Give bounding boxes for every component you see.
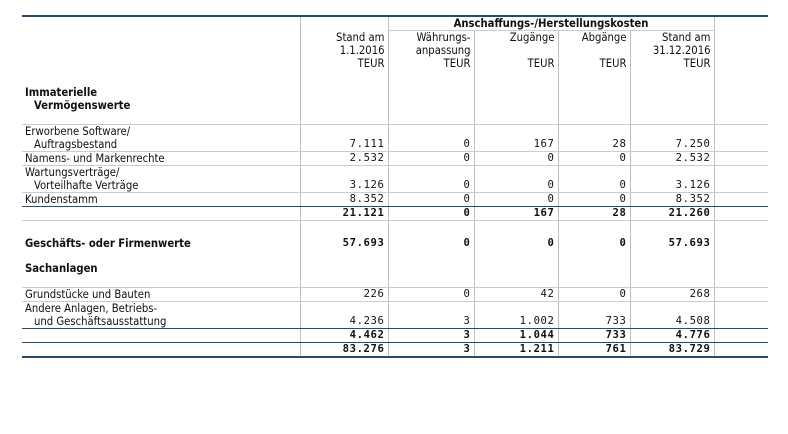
goodwill-row: Geschäfts- oder Firmenwerte 57.693 0 0 0 57.693 — [22, 221, 768, 251]
row-label: Erworbene Software/ Auftragsbestand — [22, 125, 300, 152]
section-intangible: Immaterielle Vermögenswerte — [25, 86, 131, 112]
row-label: Wartungsverträge/ Vorteilhafte Verträge — [22, 166, 300, 193]
group-title: Anschaffungs-/Herstellungskosten — [388, 16, 714, 31]
col-header-disposals: Abgänge TEUR — [558, 31, 630, 71]
section-goodwill: Geschäfts- oder Firmenwerte — [25, 237, 191, 250]
table-row: Kundenstamm 8.352 0 0 0 8.352 — [22, 193, 768, 207]
column-header-row — [22, 31, 768, 71]
row-label: Grundstücke und Bauten — [22, 288, 300, 302]
col-header-closing: Stand am 31.12.2016 TEUR — [630, 31, 714, 71]
subtotal-row: 4.462 3 1.044 733 4.776 — [22, 329, 768, 343]
table-row: Wartungsverträge/ Vorteilhafte Verträge 3.126 0 0 0 3.126 — [22, 166, 768, 193]
section-row — [22, 250, 768, 275]
section-row — [22, 70, 768, 112]
row-label: Namens- und Markenrechte — [22, 152, 300, 166]
table-row: Andere Anlagen, Betriebs- und Geschäftsausstattung 4.236 3 1.002 733 4.508 — [22, 302, 768, 329]
table-row: Namens- und Markenrechte 2.532 0 0 0 2.532 — [22, 152, 768, 166]
row-label: Kundenstamm — [22, 193, 300, 207]
table-row: Erworbene Software/ Auftragsbestand 7.111 0 167 28 7.250 — [22, 125, 768, 152]
asset-table — [22, 15, 768, 358]
subtotal-row: 21.121 0 167 28 21.260 — [22, 207, 768, 221]
grand-total-row: 83.276 3 1.211 761 83.729 — [22, 343, 768, 358]
row-label: Andere Anlagen, Betriebs- und Geschäftsausstattung — [22, 302, 300, 329]
section-tangible: Sachanlagen — [25, 262, 98, 275]
asset-schedule — [22, 15, 768, 358]
col-header-fx: Währungs- anpassung TEUR — [388, 31, 474, 71]
col-header-additions: Zugänge TEUR — [474, 31, 558, 71]
table-row: Grundstücke und Bauten 226 0 42 0 268 — [22, 288, 768, 302]
col-header-opening: Stand am 1.1.2016 TEUR — [300, 31, 388, 71]
group-header-row — [22, 16, 768, 31]
